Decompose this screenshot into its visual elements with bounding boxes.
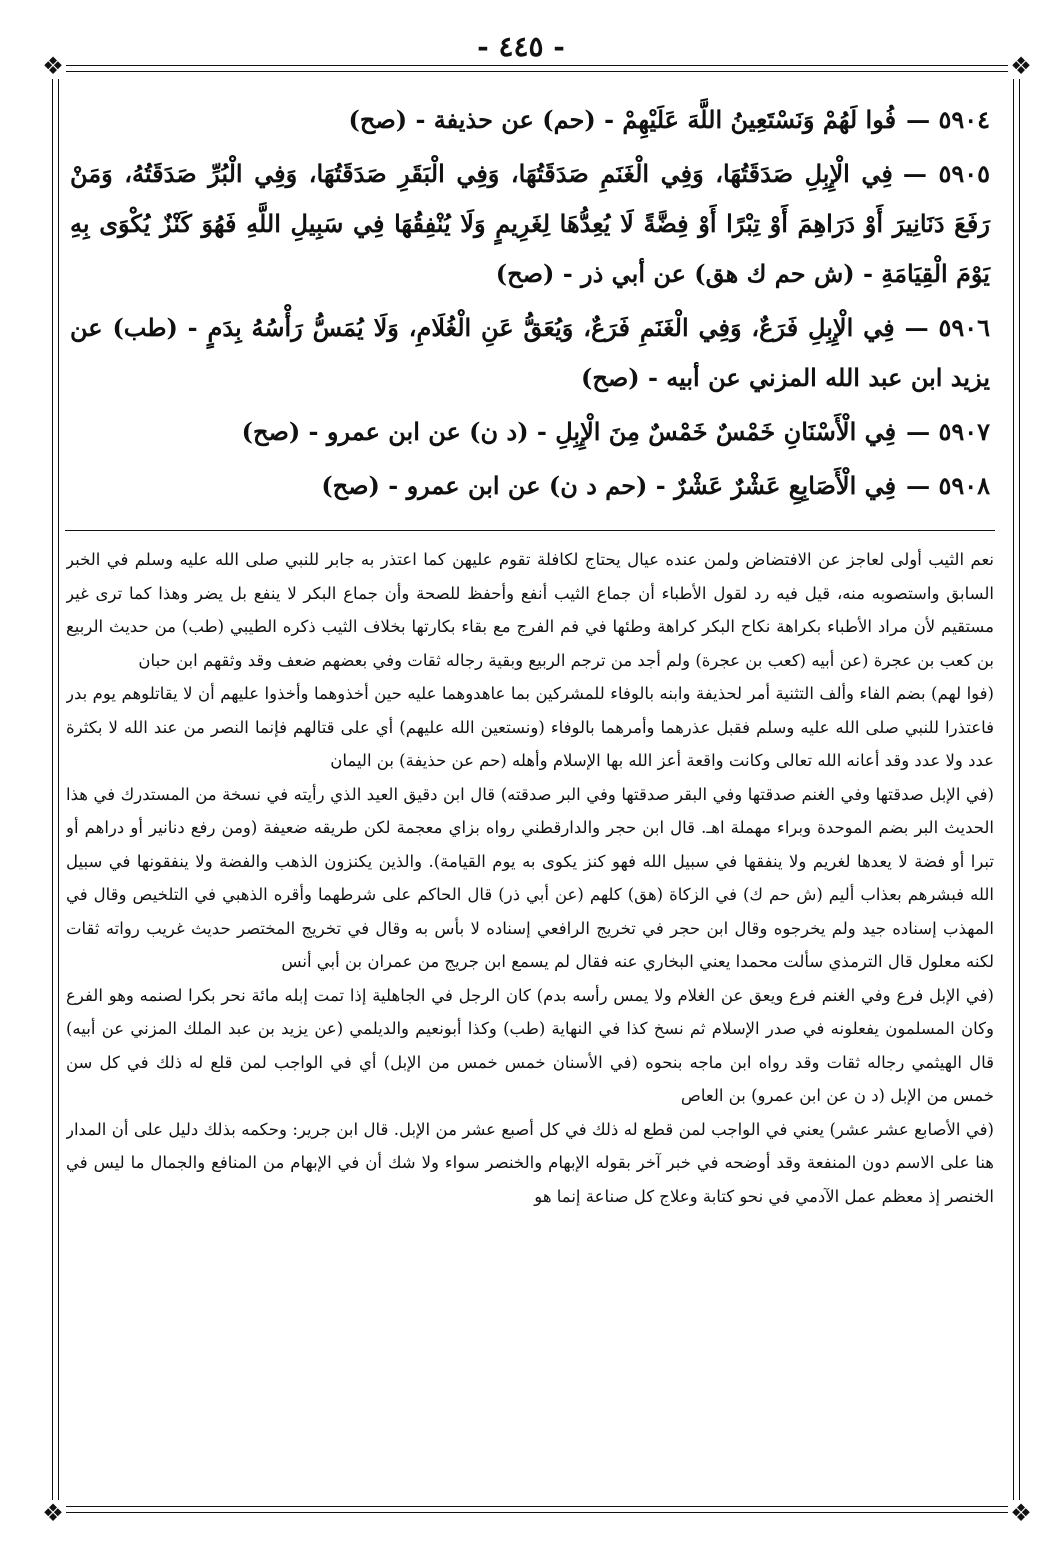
hadith-item [70,303,990,403]
hadith-item [70,149,990,299]
hadith-number: ٥٩٠٥ — [902,159,991,188]
corner-ornament-icon: ❖ [1008,53,1034,79]
hadith-number: ٥٩٠٤ — [906,105,990,134]
hadith-text: فِي الْإِبِلِ فَرَعٌ، وَفِي الْغَنَمِ فَرَعٌ، وَيُعَقُّ عَنِ الْغُلَامِ، وَلَا يُمَسُّ رَأْسُهُ بِدَمٍ - (طب) عن يزيد ابن عبد الله المزني عن أبيه - (صح) [70,313,990,392]
commentary-paragraph: (في الإبل فرع وفي الغنم فرع ويعق عن الغلام ولا يمس رأسه بدم) كان الرجل في الجاهلية إذا تمت إبله مائة نحر بكرا لصنمه وهو الفرع وكان المسلمون يفعلونه في صدر الإسلام ثم نسخ كذا في النهاية (طب) وكذا أبونعيم والديلمي (عن يزيد بن عبد الملك المزني عن أبيه) قال الهيثمي رجاله ثقات وقد رواه ابن ماجه بنحوه (في الأسنان خمس خمس من الإبل) أي في الواجب لمن قلع له ذلك في كل سن خمس من الإبل (د ن عن ابن عمرو) بن العاص [66,985,994,1105]
hadith-text: فِي الْإِبِلِ صَدَقَتُهَا، وَفِي الْغَنَمِ صَدَقَتُهَا، وَفِي الْبَقَرِ صَدَقَتُهَا، وَفِي الْبُرِّ صَدَقَتُهُ، وَمَنْ رَفَعَ دَنَانِيرَ أَوْ دَرَاهِمَ أَوْ تِبْرًا أَوْ فِضَّةً لَا يُعِدُّهَا لِغَرِيمٍ وَلَا يُنْفِقُهَا فِي سَبِيلِ اللَّهِ فَهُوَ كَنْزٌ يُكْوَى بِهِ يَوْمَ الْقِيَامَةِ - (ش حم ك هق) عن أبي ذر - (صح) [70,159,990,288]
commentary-paragraph: نعم الثيب أولى لعاجز عن الافتضاض ولمن عنده عيال يحتاج لكافلة تقوم عليهن كما اعتذر به جابر للنبي صلى الله عليه وسلم في الخبر السابق واستصوبه منه، قيل فيه رد لقول الأطباء أن جماع الثيب أنفع وأحفظ للصحة وأن جماع البكر لا ينفع بل يضر وهذا كما ترى غير مستقيم لأن مراد الأطباء بكراهة نكاح البكر كراهة وطئها في فم الفرج مع بقاء بكارتها بخلاف الثيب ذكره الطيبي (طب) من حديث الربيع بن كعب بن عجرة (عن أبيه (كعب بن عجرة) ولم أجد من ترجم الربيع وبقية رجاله ثقات وفي بعضهم ضعف وقد وثقهم ابن حبان [66,550,994,670]
hadith-item [70,95,990,145]
section-divider [65,530,995,531]
hadith-text: فِي الْأَصَابِعِ عَشْرٌ عَشْرٌ - (حم د ن) عن ابن عمرو - (صح) [321,471,897,500]
page-number: - ٤٤٥ - [477,30,565,63]
hadith-item [70,407,990,457]
hadith-list [70,95,990,525]
corner-ornament-icon: ❖ [1008,1500,1034,1526]
hadith-text: فُوا لَهُمْ وَنَسْتَعِينُ اللَّهَ عَلَيْهِمْ - (حم) عن حذيفة - (صح) [348,105,897,134]
commentary-paragraph: (في الأصابع عشر عشر) يعني في الواجب لمن قطع له ذلك في كل أصبع عشر من الإبل. قال ابن جرير: وحكمه بذلك دليل على أن المدار هنا على الاسم دون المنفعة وقد أوضحه في خبر آخر بقوله الإبهام والخنصر سواء ولا شك أن في الإبهام من المنافع والجمال ما ليس في الخنصر إذ معظم عمل الآدمي في نحو كتابة وعلاج كل صناعة إنما هو [66,1119,994,1206]
commentary-paragraph: (فوا لهم) بضم الفاء وألف التثنية أمر لحذيفة وابنه بالوفاء للمشركين بما عاهدوهما عليه حين أخذوهما وأخذوا عليهم أن لا يقاتلوهم يوم بدر فاعتذرا للنبي صلى الله عليه وسلم فقبل عذرهما وأمرهما بالوفاء (ونستعين الله عليهم) أي على قتالهم فإنما النصر من عند الله لا بكثرة عدد ولا عدد وقد أعانه الله تعالى وكانت واقعة أعز الله بها الإسلام وأهله (حم عن حذيفة) بن اليمان [66,684,994,770]
commentary-section [66,543,994,1503]
corner-ornament-icon: ❖ [40,53,66,79]
hadith-number: ٥٩٠٧ — [906,417,990,446]
hadith-item [70,461,990,511]
commentary-paragraph: (في الإبل صدقتها وفي الغنم صدقتها وفي البقر صدقتها وفي البر صدقته) قال ابن دقيق العيد الذي رأيته في نسخة من المستدرك في هذا الحديث البر بضم الموحدة وبراء مهملة اهـ. قال ابن حجر والدارقطني رواه بزاي معجمة لكن طريقه ضعيفة (ومن رفع دنانير أو دراهم أو تبرا أو فضة لا يعدها لغريم ولا ينفقها في سبيل الله فهو كنز يكوى به يوم القيامة). والذين يكنزون الذهب والفضة ولا ينفقونها في سبيل الله فبشرهم بعذاب أليم (ش حم ك) في الزكاة (هق) كلهم (عن أبي ذر) قال الحاكم على شرطهما وأقره الذهبي في التلخيص وقال في المهذب إسناده جيد ولم يخرجوه وقال ابن حجر في تخريج الرافعي إسناده لا بأس به وقال في تخريج المختصر حديث غريب رواته ثقات لكنه معلول قال الترمذي سألت محمدا يعني البخاري عنه فقال لم يسمع ابن جريج من عمران بن أبي أنس [66,784,994,971]
corner-ornament-icon: ❖ [40,1500,66,1526]
hadith-number: ٥٩٠٦ — [904,313,990,342]
hadith-text: فِي الْأَسْنَانِ خَمْسٌ خَمْسٌ مِنَ الْإِبِلِ - (د ن) عن ابن عمرو - (صح) [241,417,897,446]
hadith-number: ٥٩٠٨ — [906,471,990,500]
